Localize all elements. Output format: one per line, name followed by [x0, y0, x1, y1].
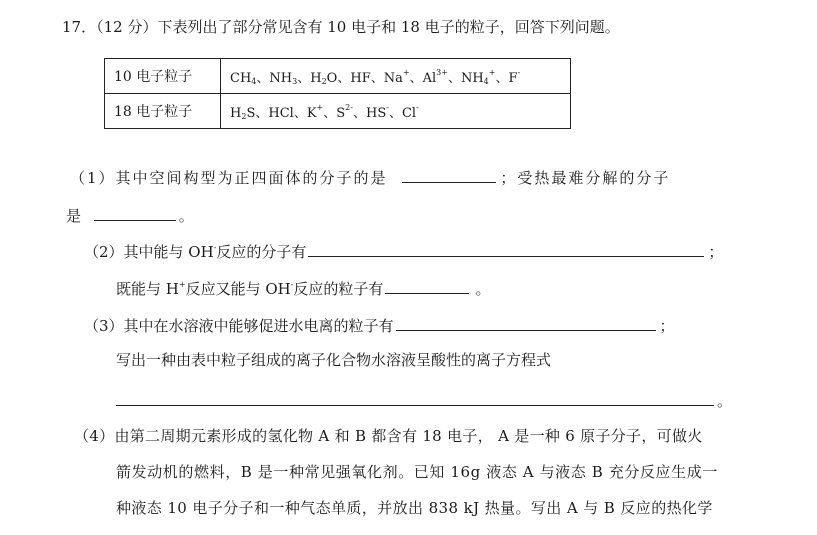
q1-line1 — [70, 166, 670, 188]
particle-formula: HF、 — [350, 70, 384, 86]
question-number: 17． — [62, 18, 97, 36]
q1-answer-blank-1[interactable] — [402, 166, 496, 183]
particle-formula: $CH_4$、 — [230, 70, 270, 86]
particle-formula: $Al^{3+}$、 — [422, 67, 461, 86]
question-score: （12 分） — [96, 18, 158, 36]
q3-prompt-c: 写出一种由表中粒子组成的离子化合物水溶液呈酸性的离子方程式 — [116, 351, 552, 369]
q2-prompt-b: 反应的分子有 — [216, 243, 307, 261]
row-items — [221, 94, 571, 129]
q2-period: 。 — [475, 280, 491, 298]
table-row-18e — [105, 94, 571, 129]
q3-answer-blank-1[interactable] — [396, 314, 656, 331]
q2-prompt-d: 既能与 H — [116, 280, 179, 298]
q2-sup-a: - — [213, 243, 217, 252]
q2-answer-blank-1[interactable] — [308, 240, 704, 257]
q2-semicolon: ； — [708, 243, 724, 261]
q2-sup-d: + — [178, 280, 186, 289]
q2-line1 — [84, 240, 723, 262]
q2-prompt-a: （2）其中能与 OH — [84, 243, 214, 261]
row-label: 18 电子粒子 — [105, 94, 221, 129]
row-items — [221, 59, 571, 94]
q1-period: 。 — [178, 207, 194, 225]
q1-prompt: （1）其中空间构型为正四面体的分子的是 — [70, 169, 388, 187]
q4-line1 — [74, 426, 703, 446]
q1-prompt-c: 是 — [66, 207, 82, 225]
question-stem: 下表列出了部分常见含有 10 电子和 18 电子的粒子，回答下列问题。 — [157, 18, 620, 36]
particle-formula: $NH_3$、 — [269, 70, 311, 86]
q2-prompt-e: 反应又能与 OH — [185, 280, 291, 298]
q4-line2 — [116, 462, 718, 482]
table-row-10e — [105, 59, 571, 94]
q2-sup-e: - — [290, 280, 294, 289]
q1-answer-blank-2[interactable] — [94, 204, 176, 221]
particle-formula: $H_2S$、 — [230, 105, 269, 121]
particle-formula: Na+、 — [383, 67, 423, 86]
q1-prompt-b: ；受热最难分解的分子 — [500, 169, 671, 187]
q3-line2 — [116, 350, 551, 370]
q4-text-1: （4）由第二周期元素形成的氢化物 A 和 B 都含有 18 电子， A 是一种 6 原子分子，可做火 — [74, 427, 703, 445]
q3-period: 。 — [717, 392, 733, 410]
q2-prompt-f: 反应的粒子有 — [293, 280, 384, 298]
q3-answer-blank-2[interactable] — [116, 389, 714, 406]
q3-line3 — [116, 389, 732, 411]
particle-formula: HS-、 — [365, 102, 402, 121]
particle-table — [104, 58, 571, 129]
question-header — [62, 17, 620, 37]
particle-formula: $NH_4^+$、 — [460, 67, 509, 86]
q2-answer-blank-2[interactable] — [385, 277, 469, 294]
row-label: 10 电子粒子 — [105, 59, 221, 94]
particle-formula: K+、 — [306, 102, 337, 121]
q3-semicolon: ； — [659, 317, 675, 335]
q3-line1 — [84, 314, 675, 336]
particle-formula: HCl、 — [268, 105, 307, 121]
q4-text-3: 种液态 10 电子分子和一种气态单质，并放出 838 kJ 热量。写出 A 与 B 反应的热化学 — [116, 499, 713, 517]
q1-line2 — [66, 204, 194, 226]
q2-line2 — [116, 277, 490, 299]
q4-text-2: 箭发动机的燃料，B 是一种常见强氧化剂。已知 16g 液态 A 与液态 B 充分反应生成一 — [116, 463, 718, 481]
particle-formula: F- — [508, 67, 521, 86]
particle-formula: $H_2O$、 — [310, 70, 351, 86]
q3-prompt-a: （3）其中在水溶液中能够促进水电离的粒子有 — [84, 317, 394, 335]
q4-line3 — [116, 498, 713, 518]
particle-formula: Cl- — [401, 102, 419, 121]
particle-formula: $S^{2-}$、 — [336, 102, 366, 121]
